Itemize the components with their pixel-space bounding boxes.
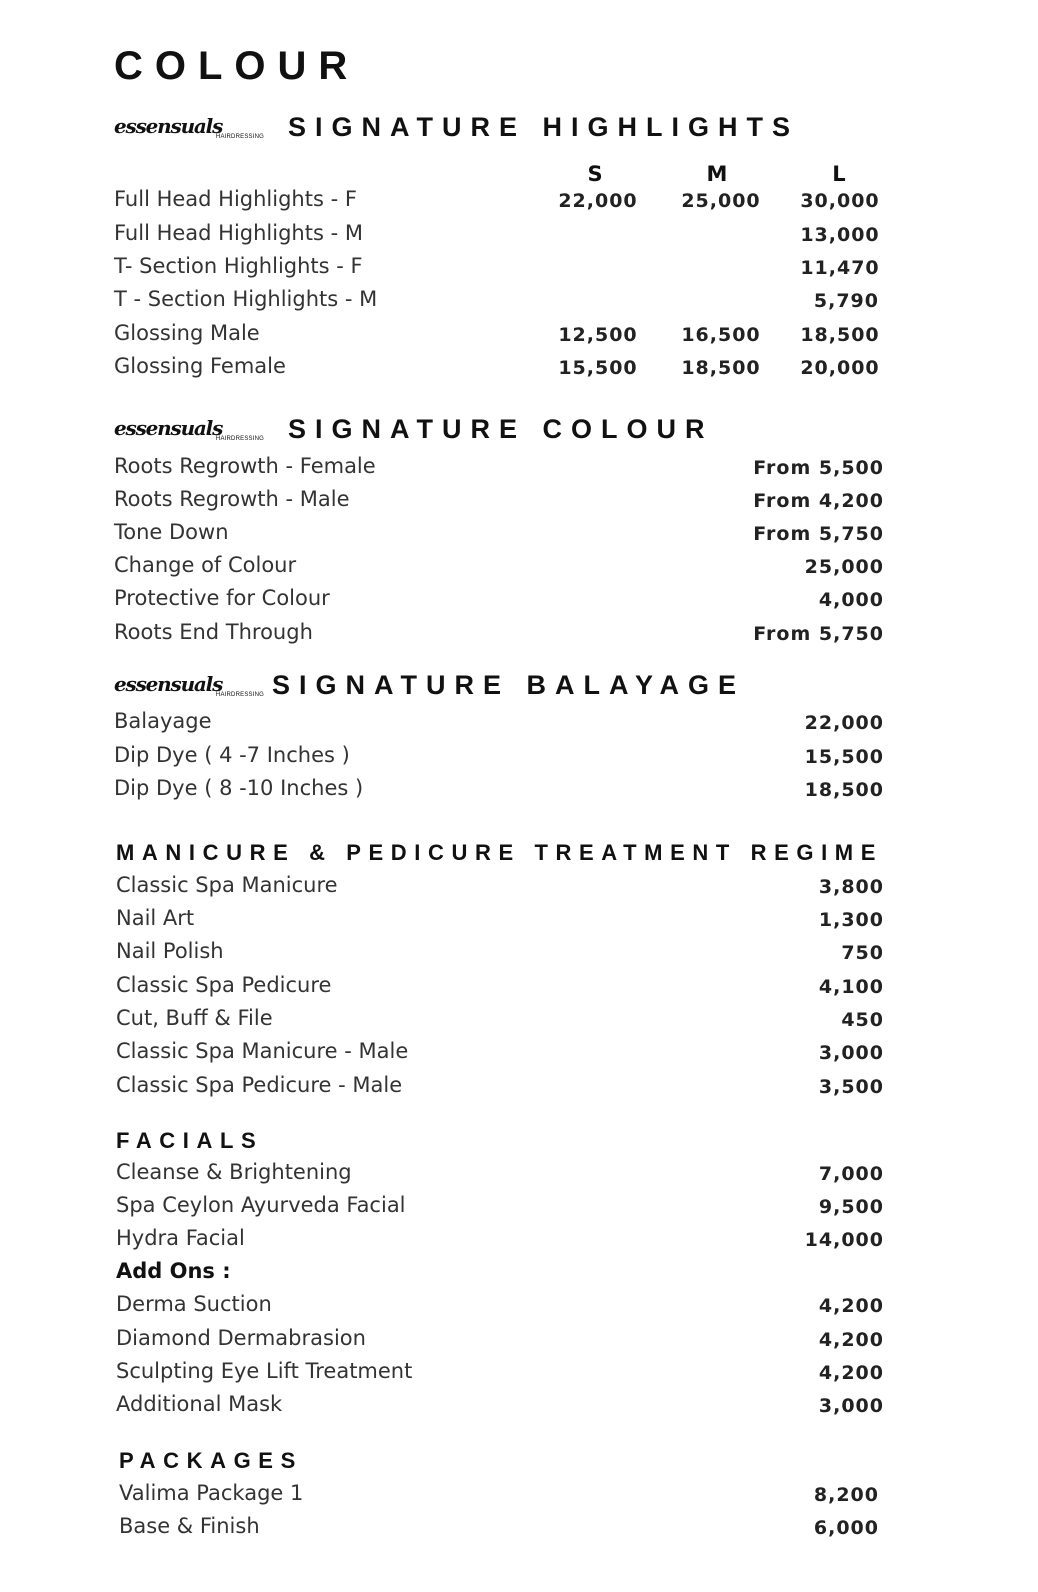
- logo-tagline: HAIRDRESSING: [215, 692, 264, 698]
- price-l: 30,000: [800, 190, 880, 212]
- addon-item-price: 4,200: [818, 1295, 884, 1317]
- colour-item-price: 4,000: [818, 589, 884, 611]
- manicure-item-name: Classic Spa Pedicure: [116, 973, 332, 997]
- balayage-item-name: Dip Dye ( 4 -7 Inches ): [114, 743, 350, 767]
- manicure-item-name: Classic Spa Pedicure - Male: [116, 1073, 403, 1097]
- logo-tagline: HAIRDRESSING: [215, 134, 264, 140]
- price-m: 18,500: [681, 357, 761, 379]
- highlights-section-title: SIGNATURE HIGHLIGHTS: [288, 112, 800, 142]
- price-s: 22,000: [558, 190, 638, 212]
- manicure-item-price: 3,500: [818, 1076, 884, 1098]
- page-title: COLOUR: [114, 44, 360, 88]
- facials-item-price: 14,000: [804, 1229, 884, 1251]
- highlights-item-name: Glossing Female: [114, 354, 286, 378]
- manicure-item-name: Classic Spa Manicure - Male: [116, 1039, 409, 1063]
- price-l: 18,500: [800, 324, 880, 346]
- colour-item-price: From 5,500: [753, 457, 884, 479]
- price-l: 20,000: [800, 357, 880, 379]
- colour-item-name: Tone Down: [114, 520, 229, 544]
- facials-item-name: Spa Ceylon Ayurveda Facial: [116, 1193, 406, 1217]
- colour-item-name: Roots Regrowth - Male: [114, 487, 350, 511]
- logo-tagline: HAIRDRESSING: [215, 436, 264, 442]
- price-l: 11,470: [800, 257, 880, 279]
- colour-item-name: Change of Colour: [114, 553, 297, 577]
- manicure-item-name: Nail Art: [116, 906, 195, 930]
- column-header-s: S: [587, 162, 603, 186]
- addon-item-price: 4,200: [818, 1362, 884, 1384]
- balayage-item-price: 22,000: [804, 712, 884, 734]
- package-item-price: 8,200: [813, 1484, 879, 1506]
- manicure-item-price: 1,300: [818, 909, 884, 931]
- manicure-item-name: Nail Polish: [116, 939, 224, 963]
- colour-item-price: From 5,750: [753, 523, 884, 545]
- facials-section-title: FACIALS: [116, 1128, 264, 1153]
- colour-item-name: Protective for Colour: [114, 586, 330, 610]
- addon-item-name: Sculpting Eye Lift Treatment: [116, 1359, 413, 1383]
- logo-wordmark: essensuals: [114, 114, 223, 138]
- add-ons-label: Add Ons :: [116, 1259, 231, 1283]
- manicure-item-name: Classic Spa Manicure: [116, 873, 338, 897]
- colour-item-name: Roots End Through: [114, 620, 313, 644]
- facials-item-price: 9,500: [818, 1196, 884, 1218]
- colour-item-price: From 4,200: [753, 490, 884, 512]
- colour-item-price: From 5,750: [753, 623, 884, 645]
- highlights-item-name: Full Head Highlights - M: [114, 221, 363, 245]
- addon-item-price: 4,200: [818, 1329, 884, 1351]
- price-l: 5,790: [813, 290, 879, 312]
- package-item-name: Base & Finish: [119, 1514, 260, 1538]
- manicure-section-title: MANICURE & PEDICURE TREATMENT REGIME: [116, 840, 883, 865]
- addon-item-name: Diamond Dermabrasion: [116, 1326, 366, 1350]
- price-m: 16,500: [681, 324, 761, 346]
- highlights-item-name: Full Head Highlights - F: [114, 187, 357, 211]
- manicure-item-price: 450: [841, 1009, 884, 1031]
- column-header-m: M: [706, 162, 728, 186]
- essensuals-logo: [114, 416, 264, 448]
- addon-item-name: Additional Mask: [116, 1392, 283, 1416]
- colour-item-price: 25,000: [804, 556, 884, 578]
- balayage-section-title: SIGNATURE BALAYAGE: [272, 670, 746, 700]
- facials-item-name: Cleanse & Brightening: [116, 1160, 352, 1184]
- facials-item-name: Hydra Facial: [116, 1226, 245, 1250]
- manicure-item-name: Cut, Buff & File: [116, 1006, 273, 1030]
- manicure-item-price: 4,100: [818, 976, 884, 998]
- balayage-item-price: 18,500: [804, 779, 884, 801]
- highlights-item-name: Glossing Male: [114, 321, 260, 345]
- price-s: 15,500: [558, 357, 638, 379]
- manicure-item-price: 750: [841, 942, 884, 964]
- column-header-l: L: [832, 162, 846, 186]
- package-item-name: Valima Package 1: [119, 1481, 304, 1505]
- price-l: 13,000: [800, 224, 880, 246]
- logo-wordmark: essensuals: [114, 416, 223, 440]
- facials-item-price: 7,000: [818, 1163, 884, 1185]
- colour-item-name: Roots Regrowth - Female: [114, 454, 376, 478]
- price-s: 12,500: [558, 324, 638, 346]
- price-m: 25,000: [681, 190, 761, 212]
- addon-item-price: 3,000: [818, 1395, 884, 1417]
- essensuals-logo: [114, 114, 264, 146]
- addon-item-name: Derma Suction: [116, 1292, 272, 1316]
- manicure-item-price: 3,800: [818, 876, 884, 898]
- essensuals-logo: [114, 672, 264, 704]
- highlights-item-name: T- Section Highlights - F: [114, 254, 363, 278]
- highlights-item-name: T - Section Highlights - M: [114, 287, 378, 311]
- logo-wordmark: essensuals: [114, 672, 223, 696]
- colour-section-title: SIGNATURE COLOUR: [288, 414, 714, 444]
- balayage-item-name: Balayage: [114, 709, 212, 733]
- packages-section-title: PACKAGES: [119, 1448, 303, 1473]
- manicure-item-price: 3,000: [818, 1042, 884, 1064]
- balayage-item-name: Dip Dye ( 8 -10 Inches ): [114, 776, 364, 800]
- package-item-price: 6,000: [813, 1517, 879, 1539]
- balayage-item-price: 15,500: [804, 746, 884, 768]
